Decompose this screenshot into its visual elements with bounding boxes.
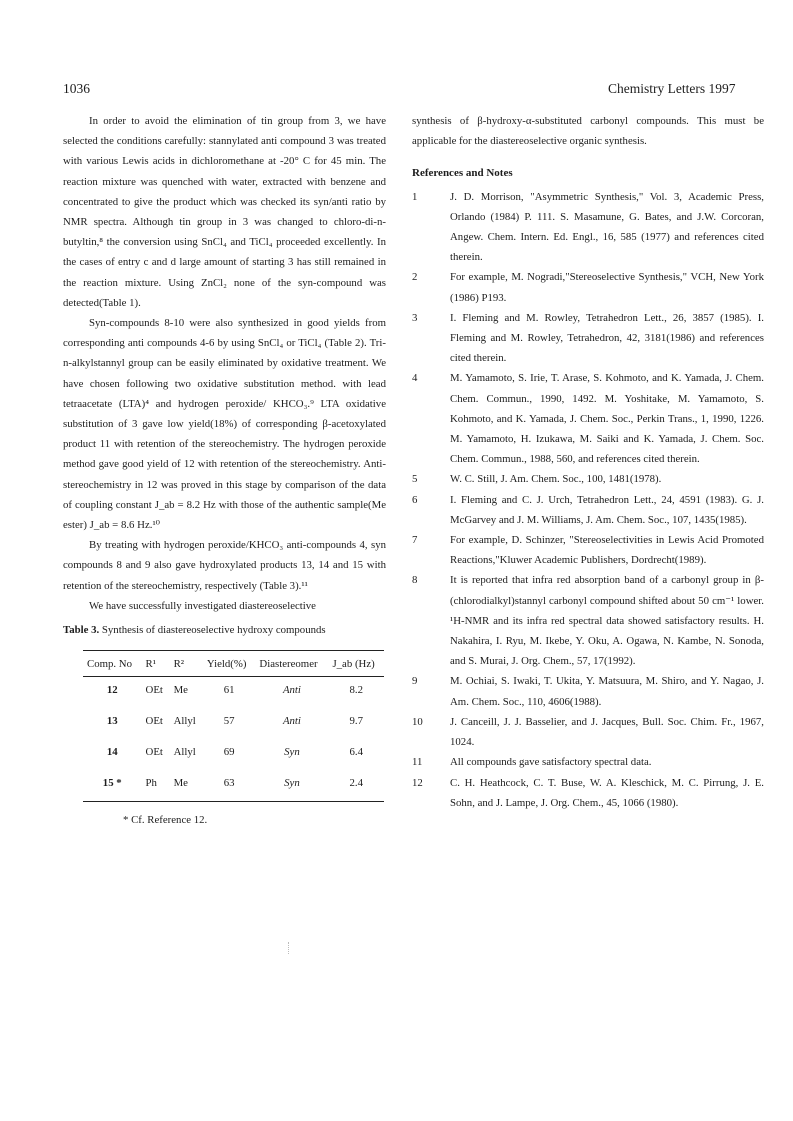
cell-jab: 9.7 [349, 715, 363, 728]
reference-number: 1 [412, 190, 418, 203]
reference-text: M. Ochiai, S. Iwaki, T. Ukita, Y. Matsuura, M. Shiro, and Y. Nagao, J. Am. Chem. Soc., 110, 4606(1988). [450, 675, 764, 708]
scan-mark [288, 942, 290, 954]
cell-jab: 6.4 [349, 746, 363, 759]
cell-yield: 63 [203, 770, 256, 802]
reference-item [412, 570, 764, 671]
reference-number: 5 [412, 473, 418, 486]
reference-number: 3 [412, 311, 418, 324]
col-jab: J_ab (Hz) [328, 651, 384, 677]
reference-text: It is reported that infra red absorption band of a carbonyl group in β-(chlorodialkyl)stannyl carbonyl compound shifted about 50 cm⁻¹ lower. ¹H-NMR and its infra red spectral data showed satisfactory results. H. Nakahira, I. Ryu, M. Ikebe, Y. Oku, A. Ogawa, N. Kambe, N. Sonoda, and S. Murai, J. Org. Chem., 57, 17(1992). [450, 574, 764, 668]
reference-number: 4 [412, 372, 418, 385]
reference-text: C. H. Heathcock, C. T. Buse, W. A. Kleschick, M. C. Pirrung, J. E. Sohn, and J. Lampe, J. Org. Chem., 45, 1066 (1980). [450, 776, 764, 809]
paragraph-1: In order to avoid the elimination of tin group from 3, we have selected the conditions carefully: stannylated anti compound 3 was treated with various Lewis acids in dichloromethane at -20° C for 45 min. The reaction mixture was quenched with water, extracted with benzene and concentrated to give the product which was checked its syn/anti ratio by NMR spectra. Although tin group in 3 was changed to chloro-di-n-butyltin,⁸ the conversion using SnCl₄ and TiCl₄ proceeded excellently. In the cases of entry c and d large amount of starting 3 has still remained in the reaction mixture. Using ZnCl₂ none of the syn-compound was detected(Table 1). [63, 115, 386, 309]
cell-yield: 61 [223, 684, 235, 697]
reference-item [412, 267, 764, 307]
reference-item [412, 490, 764, 530]
right-column [412, 111, 764, 813]
cell-r1: OEt [145, 684, 163, 697]
reference-item [412, 752, 764, 772]
reference-number: 9 [412, 675, 418, 688]
col-comp-no: Comp. No [83, 651, 142, 677]
reference-item [412, 530, 764, 570]
paragraph-3: By treating with hydrogen peroxide/KHCO₃ anti-compounds 4, syn compounds 8 and 9 also gave hydroxylated products 13, 14 and 15 with retention of the stereochemistry, respectively (Table 3).¹¹ [63, 539, 386, 592]
table-caption-text: Synthesis of diastereoselective hydroxy compounds [101, 624, 326, 637]
reference-text: W. C. Still, J. Am. Chem. Soc., 100, 1481(1978). [450, 473, 662, 486]
cell-comp: 13 [106, 715, 118, 728]
reference-text: For example, D. Schinzer, "Stereoselectivities in Lewis Acid Promoted Reactions,"Kluwer Academic Publishers, Dordrecht(1989). [450, 534, 764, 567]
reference-item [412, 712, 764, 752]
reference-number: 6 [412, 493, 418, 506]
reference-number: 10 [412, 715, 423, 728]
journal-name: Chemistry Letters 1997 [608, 81, 736, 96]
cell-r2: Me [173, 684, 188, 697]
reference-number: 7 [412, 534, 418, 547]
cell-comp: 12 [106, 684, 118, 697]
reference-text: J. Canceill, J. J. Basselier, and J. Jacques, Bull. Soc. Chim. Fr., 1967, 1024. [450, 715, 764, 749]
paragraph-4: We have successfully investigated diastereoselective [89, 599, 316, 612]
page-number: 1036 [63, 81, 90, 96]
reference-text: For example, M. Nogradi,"Stereoselective Synthesis," VCH, New York (1986) P193. [450, 271, 764, 304]
col-diastereomer: Diastereomer [255, 651, 328, 677]
results-table [83, 650, 384, 802]
left-column [63, 111, 386, 830]
reference-text: J. D. Morrison, "Asymmetric Synthesis," Vol. 3, Academic Press, Orlando (1984) P. 111. S. Masamune, G. Bates, and J.W. Corcoran, Angew. Chem. Intern. Ed. Engl., 16, 585 (1977) and references cited therein. [450, 190, 764, 264]
cell-r2: Allyl [173, 715, 196, 728]
cell-r1: OEt [145, 746, 163, 759]
cell-diastereomer: Anti [282, 715, 301, 728]
table-row [83, 708, 384, 739]
reference-text: I. Fleming and C. J. Urch, Tetrahedron Lett., 24, 4591 (1983). G. J. McGarvey and J. M. Williams, J. Am. Chem. Soc., 107, 1435(1985). [450, 493, 764, 526]
reference-item [412, 773, 764, 813]
table-caption-label: Table 3. [63, 624, 100, 637]
cell-comp: 15 * [83, 770, 142, 802]
reference-text: I. Fleming and M. Rowley, Tetrahedron Lett., 26, 3857 (1985). I. Fleming and M. Rowley, Tetrahedron, 42, 3181(1986) and references cited therein. [450, 311, 764, 365]
col-r1: R¹ [142, 651, 170, 677]
col-r2: R² [170, 651, 203, 677]
reference-text: M. Yamamoto, S. Irie, T. Arase, S. Kohmoto, and K. Yamada, J. Chem. Chem. Commun., 1990, 1492. M. Yoshitake, M. Yamamoto, S. Kohmoto, and K. Yamada, J. Chem. Soc., Perkin Trans., 1, 1990, 1226. M. Yamamoto, H. Izukawa, M. Saiki and K. Yamada, J. Chem. Soc. Chem. Commun., 1988, 560, and references cited therein. [450, 372, 764, 466]
table-row [83, 739, 384, 770]
table-row [83, 770, 384, 802]
table-row [83, 677, 384, 709]
cell-diastereomer: Syn [284, 746, 300, 759]
cell-r1: Ph [142, 770, 170, 802]
reference-item [412, 368, 764, 469]
paragraph-continued: synthesis of β-hydroxy-α-substituted carbonyl compounds. This must be applicable for the diastereoselective organic synthesis. [412, 115, 764, 148]
table-header-row [83, 651, 384, 677]
cell-r1: OEt [145, 715, 163, 728]
table-footnote: * Cf. Reference 12. [123, 814, 208, 827]
paragraph-2: Syn-compounds 8-10 were also synthesized in good yields from corresponding anti compounds 4-6 by using SnCl₄ or TiCl₄ (Table 2). Tri-n-alkylstannyl group can be easily eliminated by oxidative treatment. We have chosen following two oxidative substitution method. with lead tetraacetate (LTA)⁴ and hydrogen peroxide/ KHCO₃.⁹ LTA oxidative substitution of 3 gave low yield(18%) of corresponding β-acetoxylated product 11 with retention of the stereochemistry. The hydrogen peroxide method gave good yield of 12 with retention of the stereochemistry. Anti-stereochemistry in 12 was proved in this stage by comparison of the data of coupling constant J_ab = 8.2 Hz with those of the authentic sample(Me ester) J_ab = 8.6 Hz.¹⁰ [63, 317, 386, 532]
reference-item [412, 187, 764, 268]
cell-r2: Allyl [173, 746, 196, 759]
cell-r2: Me [170, 770, 203, 802]
reference-item [412, 671, 764, 711]
cell-comp: 14 [106, 746, 118, 759]
cell-diastereomer: Anti [282, 684, 301, 697]
references-heading: References and Notes [412, 167, 513, 180]
cell-diastereomer: Syn [255, 770, 328, 802]
cell-yield: 69 [223, 746, 235, 759]
reference-number: 8 [412, 574, 418, 587]
reference-number: 2 [412, 271, 418, 284]
reference-number: 12 [412, 776, 423, 789]
reference-item [412, 308, 764, 369]
col-yield: Yield(%) [203, 651, 256, 677]
cell-yield: 57 [223, 715, 235, 728]
reference-number: 11 [412, 756, 423, 769]
reference-item [412, 469, 764, 489]
reference-text: All compounds gave satisfactory spectral data. [450, 756, 652, 769]
references-list [412, 187, 764, 813]
table-caption [63, 620, 386, 640]
cell-jab: 2.4 [328, 770, 384, 802]
cell-jab: 8.2 [349, 684, 363, 697]
